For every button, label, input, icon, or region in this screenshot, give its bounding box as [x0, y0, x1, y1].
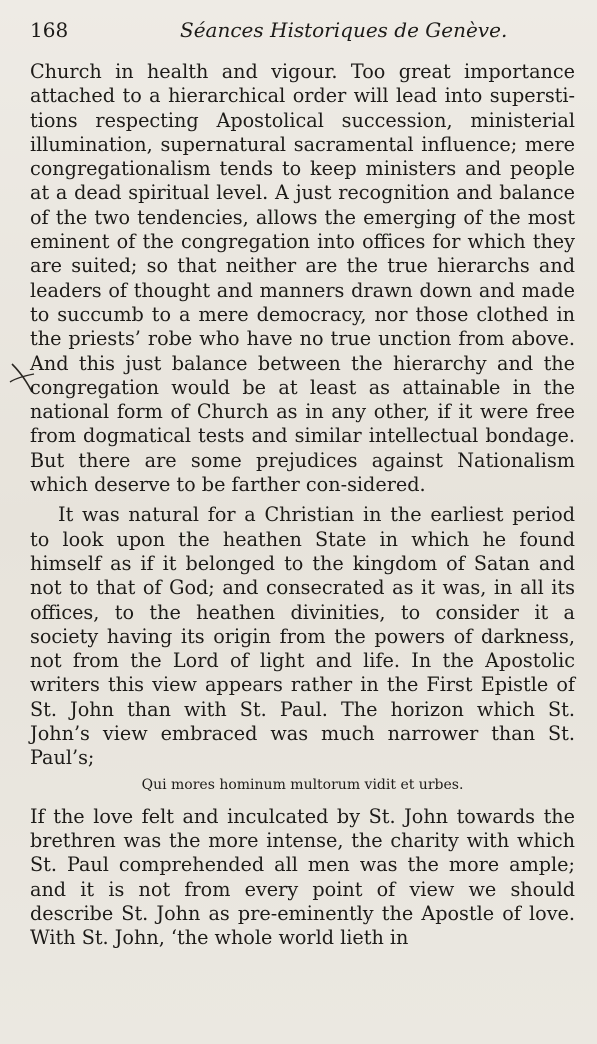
- paragraph-3: If the love felt and inculcated by St. John towards the brethren was the more intense, the charity with which St. Paul comprehended all men was the more ample; and it is not from every point of view we should describe St. John as pre-eminently the Apostle of love. With St. John, ‘the whole world lieth in: [30, 804, 575, 950]
- paragraph-2: It was natural for a Christian in the earliest period to look upon the heathen State in which he found himself as if it belonged to the kingdom of Satan and not to that of God; and consecrated as it was, in all its offices, to the heathen divinities, to consider it a society having its origin from the powers of darkness, not from the Lord of light and life. In the Apostolic writers this view appears rather in the First Epistle of St. John than with St. Paul. The horizon which St. John’s view embraced was much narrower than St. Paul’s;: [30, 503, 575, 770]
- body-text: [30, 60, 575, 950]
- latin-quotation: Qui mores hominum multorum vidit et urbes.: [141, 776, 464, 793]
- page-number: 168: [30, 18, 69, 42]
- running-head: Séances Historiques de Genève.: [180, 18, 508, 42]
- page-header: [30, 18, 567, 44]
- paragraph-1: Church in health and vigour. Too great importance attached to a hierarchical order will lead into supersti-tions respecting Apostolical succession, ministerial illumination, supernatural sacramental influence; mere congregationalism tends to keep ministers and people at a dead spiritual level. A just recognition and balance of the two tendencies, allows the emerging of the most eminent of the congregation into offices for which they are suited; so that neither are the true hierarchs and leaders of thought and manners drawn down and made to succumb to a mere democracy, nor those clothed in the priests’ robe who have no true unction from above. And this just balance between the hierarchy and the congregation would be at least as attainable in the national form of Church as in any other, if it were free from dogmatical tests and similar intellectual bondage. But there are some prejudices against Nationalism which deserve to be farther con-sidered.: [30, 60, 575, 497]
